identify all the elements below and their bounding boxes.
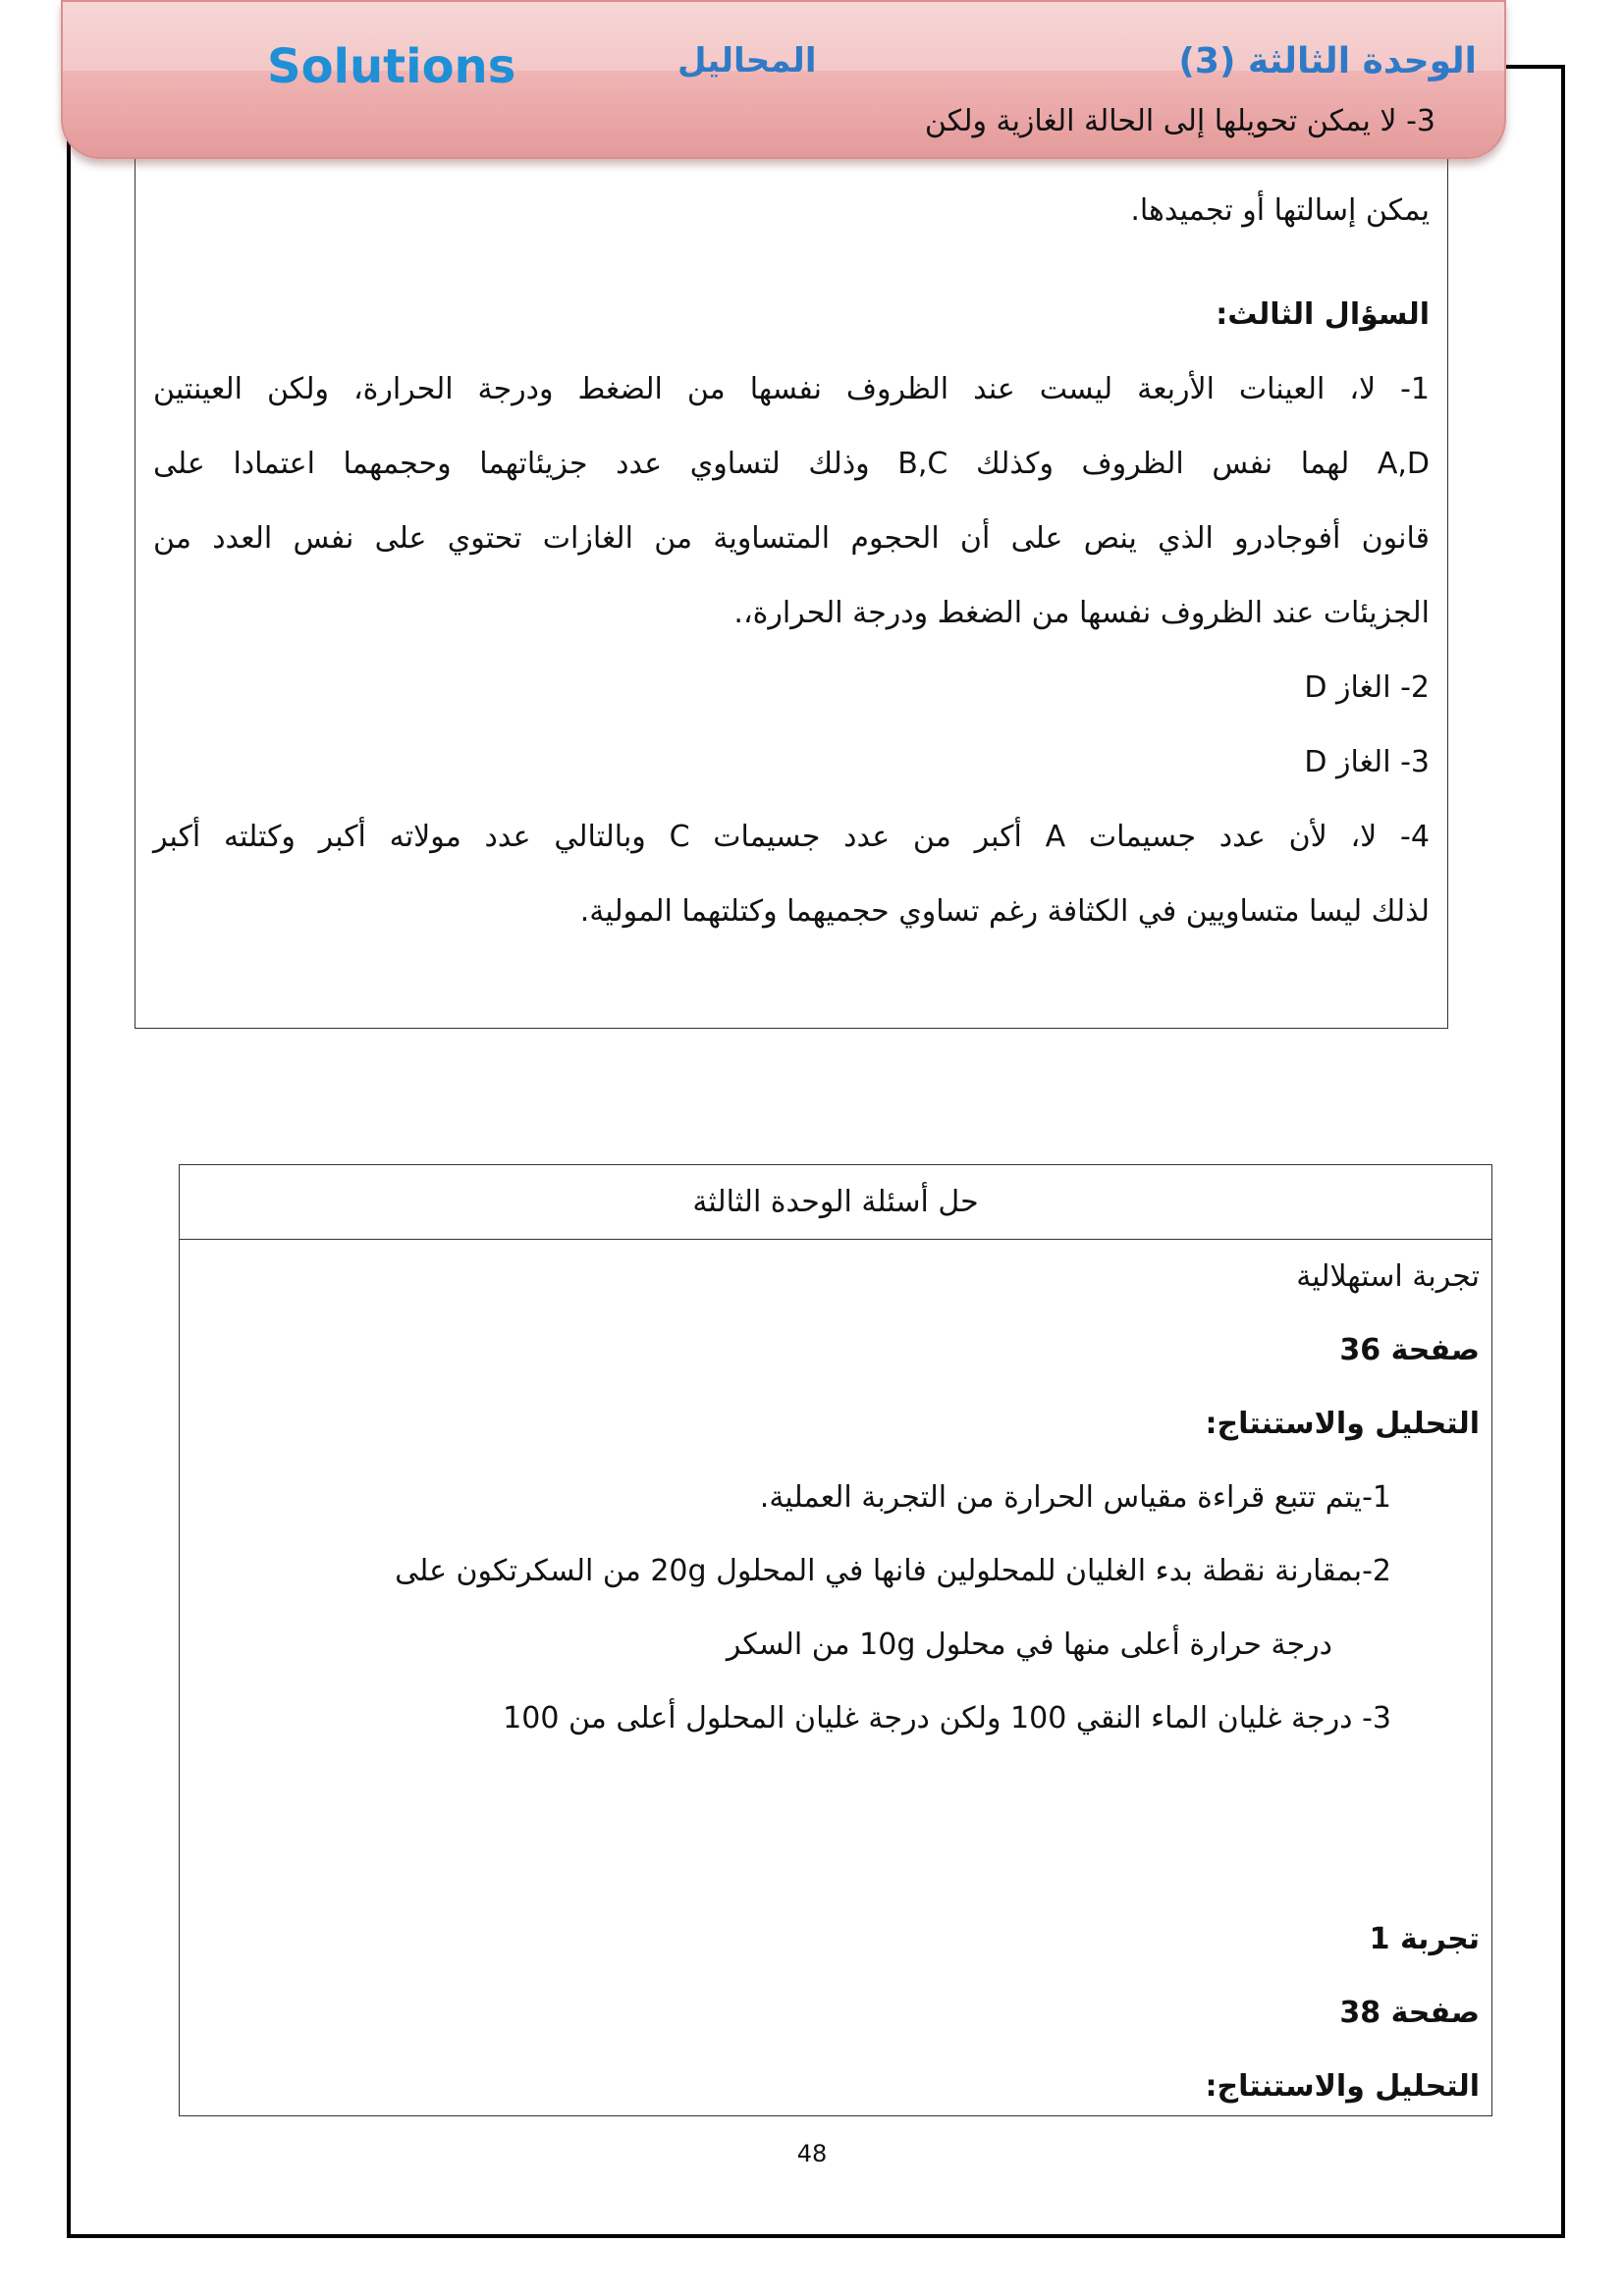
page-reference: صفحة 36: [1339, 1333, 1480, 1367]
question-heading: السؤال الثالث:: [1216, 297, 1430, 332]
text-line: الجزيئات عند الظروف نفسها من الضغط ودرجة الحرارة،.: [733, 596, 1430, 630]
answers-box-top: [135, 59, 1448, 1029]
text-line: قانون أفوجادرو الذي ينص على أن الحجوم المتساوية من الغازات تحتوي على نفس العدد من: [153, 521, 1430, 556]
partially-hidden-line: 3- لا يمكن تحويلها إلى الحالة الغازية ولكن: [924, 104, 1435, 138]
text-line: يمكن إسالتها أو تجميدها.: [1130, 193, 1430, 228]
header-topic: المحاليل: [677, 41, 817, 80]
text-line: لذلك ليسا متساويين في الكثافة رغم تساوي حجميهما وكتلتهما المولية.: [579, 894, 1430, 929]
list-item: 1-يتم تتبع قراءة مقياس الحرارة من التجربة العملية.: [759, 1480, 1391, 1515]
experiment-label: تجربة استهلالية: [1296, 1259, 1480, 1294]
answers-box-bottom: [179, 1164, 1492, 2116]
analysis-heading: التحليل والاستنتاج:: [1205, 2069, 1480, 2104]
text-line: 2- الغاز D: [1304, 670, 1430, 705]
header-brand: Solutions: [267, 39, 516, 94]
list-item: 2-بمقارنة نقطة بدء الغليان للمحلولين فانها في المحلول 20g من السكرتكون على: [395, 1554, 1391, 1588]
box-title: حل أسئلة الوحدة الثالثة: [180, 1165, 1491, 1240]
page-reference: صفحة 38: [1339, 1996, 1480, 2030]
experiment-label: تجربة 1: [1369, 1922, 1480, 1956]
text-line: 3- الغاز D: [1304, 745, 1430, 779]
analysis-heading: التحليل والاستنتاج:: [1205, 1407, 1480, 1441]
header-unit: الوحدة الثالثة (3): [1178, 41, 1477, 81]
text-line: 1- لا، العينات الأربعة ليست عند الظروف نفسها من الضغط ودرجة الحرارة، ولكن العينتين: [153, 372, 1430, 406]
list-item-continuation: درجة حرارة أعلى منها في محلول 10g من السكر: [726, 1628, 1332, 1662]
text-line: A,D لهما نفس الظروف وكذلك B,C وذلك لتساوي عدد جزيئاتهما وحجمهما اعتمادا على: [153, 447, 1430, 481]
text-line: 4- لا، لأن عدد جسيمات A أكبر من عدد جسيمات C وبالتالي عدد مولاته أكبر وكتلته أكبر: [153, 820, 1430, 854]
list-item: 3- درجة غليان الماء النقي 100 ولكن درجة غليان المحلول أعلى من 100: [503, 1701, 1391, 1735]
page-number: 48: [796, 2140, 828, 2167]
